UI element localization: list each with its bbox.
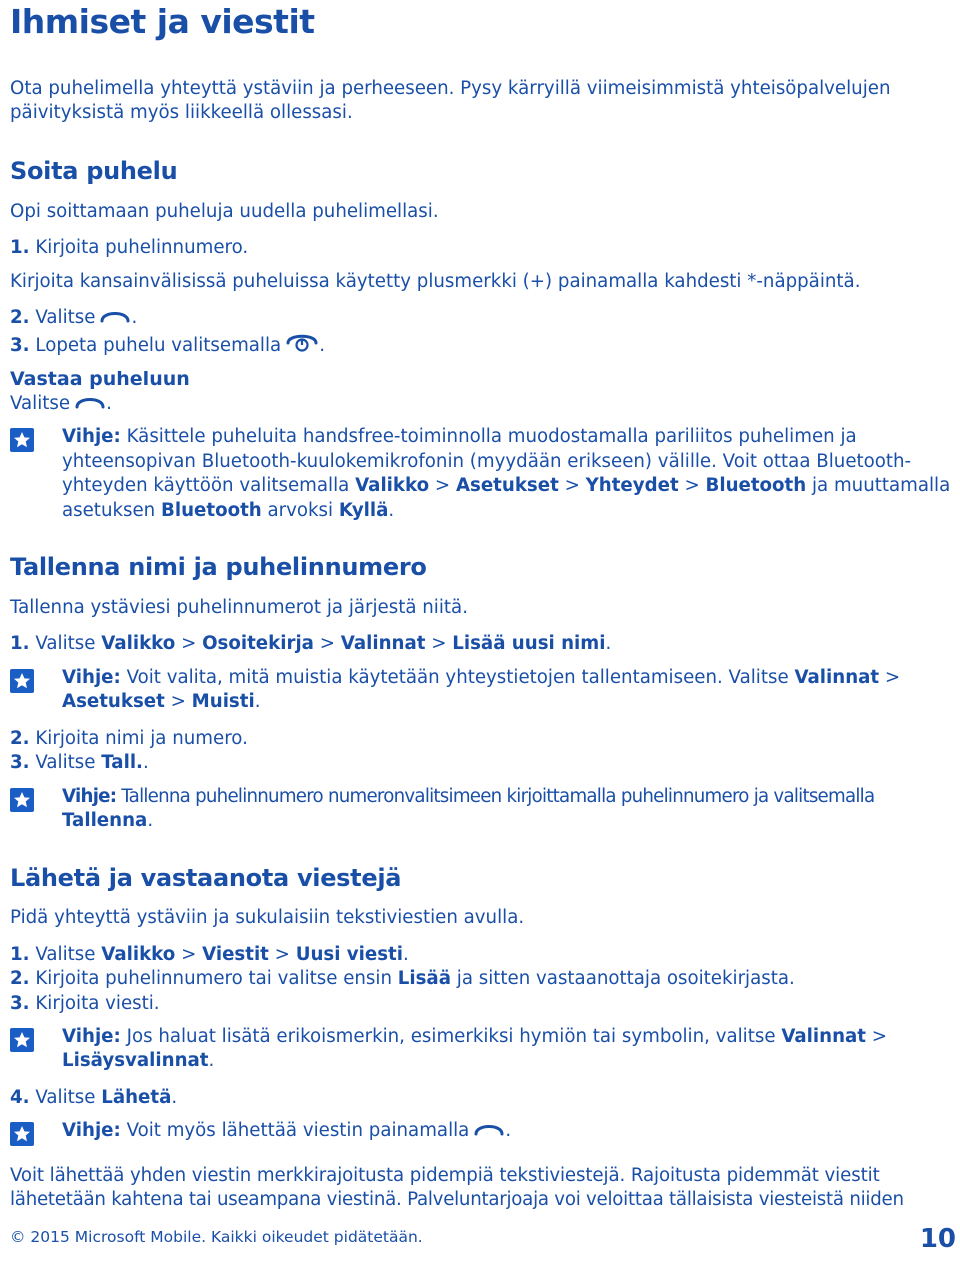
call-tip-line-1 — [62, 425, 857, 450]
save-step-3: 3. Valitse Tall.. — [10, 752, 149, 773]
call-tip-line-3: yhteyden käyttöön valitsemalla Valikko > Asetukset > Yhteydet > Bluetooth ja muuttamalla — [62, 475, 951, 496]
msg-step-4: 4. Valitse Lähetä. — [10, 1087, 178, 1108]
answer-text: Valitse . — [10, 392, 112, 419]
star-tip-icon — [10, 1028, 34, 1052]
section-heading-call: Soita puhelu — [10, 157, 178, 185]
msg-step-2: 2. Kirjoita puhelinnumero tai valitse ensin Lisää ja sitten vastaanottaja osoitekirjasta. — [10, 968, 795, 989]
tip-label: Vihje: — [62, 786, 117, 807]
call-tip-line-2: yhteensopivan Bluetooth-kuulokemikrofonin (myydään erikseen) välille. Voit ottaa Bluetooth- — [62, 451, 912, 472]
msg-tip-1-line-2: Lisäysvalinnat. — [62, 1050, 215, 1071]
menu-path-valinnat: Valinnat — [794, 667, 880, 688]
copyright-footer: © 2015 Microsoft Mobile. Kaikki oikeudet pidätetään. — [10, 1228, 423, 1246]
msg-paragraph-line-1: Voit lähettää yhden viestin merkkirajoitusta pidempiä tekstiviestejä. Rajoitusta pidemmät viestit — [10, 1165, 880, 1186]
msg-tip-2-text: Voit myös lähettää viestin painamalla — [126, 1120, 470, 1141]
save-tip-1-line-2: Asetukset > Muisti. — [62, 691, 261, 712]
tip-label: Vihje: — [62, 1026, 121, 1047]
setting-bluetooth: Bluetooth — [161, 500, 262, 521]
call-step-1-note: Kirjoita kansainvälisissä puheluissa käytetty plusmerkki (+) painamalla kahdesti *-näppäintä. — [10, 271, 861, 292]
call-description: Opi soittamaan puheluja uudella puhelimellasi. — [10, 201, 439, 222]
menu-path-valinnat: Valinnat — [781, 1026, 866, 1047]
star-tip-icon — [10, 669, 34, 693]
menu-path-lisaa-uusi-nimi: Lisää uusi nimi — [452, 633, 606, 654]
save-step-3-text: Valitse — [35, 752, 96, 773]
answer-text-label: Valitse — [10, 393, 71, 414]
menu-path-valinnat: Valinnat — [340, 633, 426, 654]
page-title: Ihmiset ja viestit — [10, 2, 315, 41]
menu-path-asetukset: Asetukset — [62, 691, 165, 712]
save-tip-2-text: Tallenna puhelinnumero numeronvalitsimeen kirjoittamalla puhelinnumero ja valitsemalla — [121, 786, 875, 807]
menu-path-muisti: Muisti — [191, 691, 255, 712]
call-step-2-text: Valitse — [35, 307, 96, 328]
menu-path-asetukset: Asetukset — [455, 475, 559, 496]
tip-label: Vihje: — [62, 426, 121, 447]
call-key-icon — [99, 307, 131, 333]
star-tip-icon — [10, 1122, 34, 1146]
msg-tip-1-text: Jos haluat lisätä erikoismerkin, esimerkiksi hymiön tai symbolin, valitse — [126, 1026, 776, 1047]
call-tip-text-4b: arvoksi — [267, 500, 334, 521]
save-description: Tallenna ystäviesi puhelinnumerot ja järjestä niitä. — [10, 597, 468, 618]
menu-path-uusi-viesti: Uusi viesti — [295, 944, 403, 965]
save-tip-1-text: Voit valita, mitä muistia käytetään yhteystietojen tallentamiseen. Valitse — [126, 667, 789, 688]
msg-step-4-text: Valitse — [35, 1087, 96, 1108]
menu-path-valikko: Valikko — [101, 944, 176, 965]
tip-label: Vihje: — [62, 667, 121, 688]
call-tip-text-4a: asetuksen — [62, 500, 156, 521]
msg-tip-2-line-1: Vihje: Voit myös lähettää viestin painamalla . — [62, 1119, 511, 1146]
star-tip-icon — [10, 788, 34, 812]
section-heading-save: Tallenna nimi ja puhelinnumero — [10, 553, 427, 581]
answer-heading: Vastaa puheluun — [10, 368, 190, 390]
menu-path-valikko: Valikko — [101, 633, 176, 654]
option-lisaa: Lisää — [397, 968, 451, 989]
call-tip-text-3b: ja muuttamalla — [811, 475, 951, 496]
msg-tip-1-line-1: Vihje: Jos haluat lisätä erikoismerkin, esimerkiksi hymiön tai symbolin, valitse Valinnat > — [62, 1026, 888, 1047]
menu-path-bluetooth: Bluetooth — [705, 475, 807, 496]
call-step-3: 3. Lopeta puhelu valitsemalla . — [10, 331, 325, 361]
tip-label: Vihje: — [62, 1120, 121, 1141]
call-step-3-text: Lopeta puhelu valitsemalla — [35, 335, 282, 356]
call-step-1: 1. Kirjoita puhelinnumero. — [10, 237, 249, 258]
save-step-1: 1. Valitse Valikko > Osoitekirja > Valinnat > Lisää uusi nimi. — [10, 633, 612, 654]
call-key-icon — [473, 1120, 505, 1146]
msg-description: Pidä yhteyttä ystäviin ja sukulaisiin tekstiviestien avulla. — [10, 907, 525, 928]
call-tip-text-1: Käsittele puheluita handsfree-toiminnolla muodostamalla pariliitos puhelimen ja — [126, 426, 857, 447]
save-step-2: 2. Kirjoita nimi ja numero. — [10, 728, 248, 749]
menu-path-viestit: Viestit — [202, 944, 269, 965]
menu-path-lisaysvalinnat: Lisäysvalinnat — [62, 1050, 209, 1071]
value-kylla: Kyllä — [338, 500, 389, 521]
save-tip-1-line-1: Vihje: Voit valita, mitä muistia käytetään yhteystietojen tallentamiseen. Valitse Valinnat > — [62, 667, 901, 688]
section-heading-messages: Lähetä ja vastaanota viestejä — [10, 864, 402, 892]
msg-step-1: 1. Valitse Valikko > Viestit > Uusi viesti. — [10, 944, 409, 965]
call-tip-line-4: asetuksen Bluetooth arvoksi Kyllä. — [62, 500, 395, 521]
msg-step-2-text: Kirjoita puhelinnumero tai valitse ensin — [35, 968, 392, 989]
option-tall: Tall. — [101, 752, 143, 773]
msg-step-3-text: Kirjoita viesti. — [35, 993, 160, 1014]
save-tip-2-line-1 — [62, 785, 874, 810]
msg-step-2-text-b: ja sitten vastaanottaja osoitekirjasta. — [456, 968, 795, 989]
save-step-1-text: Valitse — [35, 633, 96, 654]
menu-path-osoitekirja: Osoitekirja — [202, 633, 314, 654]
save-step-2-text: Kirjoita nimi ja numero. — [35, 728, 248, 749]
option-tallenna: Tallenna — [62, 810, 148, 831]
star-tip-icon — [10, 428, 34, 452]
call-step-2: 2. Valitse . — [10, 306, 137, 333]
intro-line-1: Ota puhelimella yhteyttä ystäviin ja perheeseen. Pysy kärryillä viimeisimmistä yhteisöpalvelujen — [10, 78, 891, 99]
call-tip-text-3: yhteyden käyttöön valitsemalla — [62, 475, 350, 496]
end-call-icon — [285, 331, 319, 361]
menu-path-yhteydet: Yhteydet — [585, 475, 679, 496]
page-number: 10 — [919, 1224, 956, 1254]
call-key-icon — [74, 393, 106, 419]
msg-step-3: 3. Kirjoita viesti. — [10, 993, 160, 1014]
msg-step-1-text: Valitse — [35, 944, 96, 965]
msg-paragraph-line-2: lähetetään kahtena tai useampana viestinä. Palveluntarjoaja voi veloittaa tällaisista viesteistä niiden — [10, 1189, 904, 1210]
save-tip-2-line-2: Tallenna. — [62, 810, 154, 831]
menu-path-valikko: Valikko — [355, 475, 430, 496]
intro-line-2: päivityksistä myös liikkeellä ollessasi. — [10, 102, 353, 123]
call-step-1-text: Kirjoita puhelinnumero. — [35, 237, 249, 258]
option-laheta: Lähetä — [101, 1087, 172, 1108]
